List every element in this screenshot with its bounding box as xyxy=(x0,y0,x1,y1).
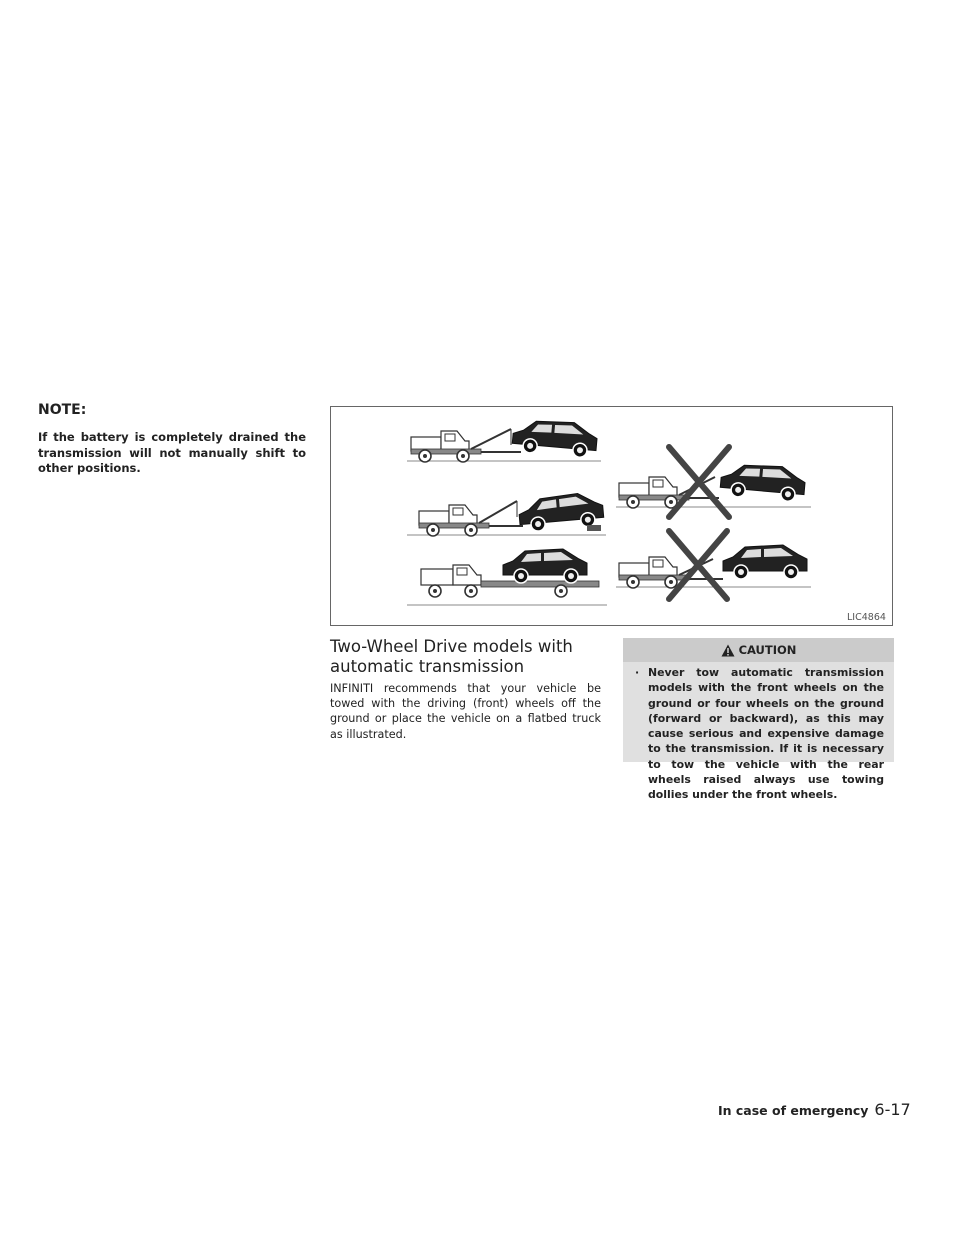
suv-on-flatbed-icon xyxy=(503,549,587,583)
bullet: · xyxy=(635,666,640,679)
section-title: Two-Wheel Drive models with automatic transmission xyxy=(330,637,573,676)
page-footer xyxy=(718,1100,911,1119)
tow-truck-dolly-icon xyxy=(419,501,523,536)
warning-triangle-icon xyxy=(721,644,735,657)
suv-prohibited-1-icon xyxy=(720,461,807,502)
section-body: INFINITI recommends that your vehicle be towed with the driving (front) wheels off the ground or place the vehicle on a flatbed truck as illustrated. xyxy=(330,682,601,741)
footer-section-title: In case of emergency xyxy=(718,1103,869,1118)
caution-title: CAUTION xyxy=(738,643,797,657)
figure-code: LIC4864 xyxy=(847,612,886,623)
caution-text xyxy=(635,665,884,803)
towing-illustration xyxy=(330,406,893,626)
caution-header xyxy=(623,638,894,662)
tow-truck-prohibited-1-icon xyxy=(619,477,719,508)
prohibited-cross-2-icon xyxy=(669,531,727,599)
tow-truck-wheel-lift-icon xyxy=(411,429,521,462)
page-number: 6-17 xyxy=(874,1100,911,1119)
suv-towed-icon xyxy=(512,417,599,458)
caution-text-body: Never tow automatic transmission models with the front wheels on the ground or four wheels on the ground (forward or backward), as this may cause serious and expensive damage to the transmission. If it is necessary to tow the vehicle with the rear wheels raised always use towing dollies under the front wheels. xyxy=(648,666,884,802)
caution-box xyxy=(623,638,894,802)
note-body: If the battery is completely drained the transmission will not manually shift to other positions. xyxy=(38,430,306,475)
note-heading: NOTE: xyxy=(38,402,87,418)
suv-prohibited-2-icon xyxy=(723,545,807,579)
